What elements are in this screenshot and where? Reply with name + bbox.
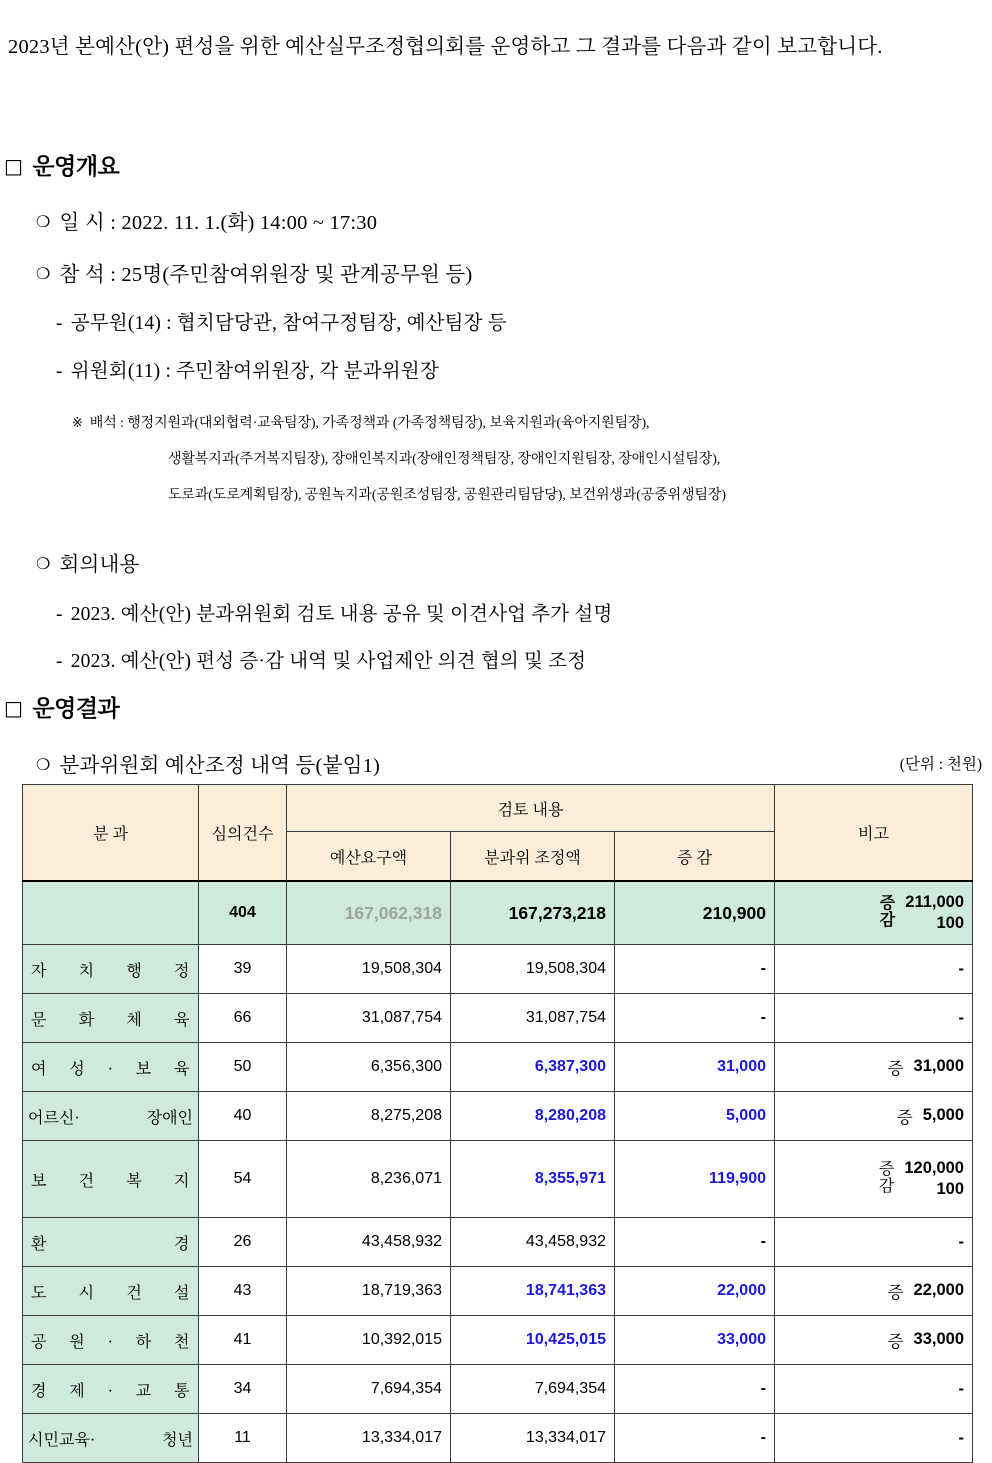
circle-bullet-icon: ❍: [36, 264, 51, 283]
total-remark-label-down: 감: [879, 912, 896, 929]
table-row: [23, 1092, 973, 1141]
row-division: 어르신· 장애인: [23, 1092, 199, 1141]
row-request: 18,719,363: [287, 1267, 451, 1316]
overview-item-agenda-title: 회의내용: [59, 554, 140, 576]
row-adjusted: 19,508,304: [451, 945, 615, 994]
total-adjusted: 167,273,218: [451, 881, 615, 945]
row-remark: [775, 1316, 973, 1365]
total-change: 210,900: [615, 881, 775, 945]
row-remark: [775, 1267, 973, 1316]
row-count: 26: [199, 1218, 287, 1267]
row-adjusted: 10,425,015: [451, 1316, 615, 1365]
row-division: 여 성 · 보 육: [23, 1043, 199, 1092]
row-adjusted: 31,087,754: [451, 994, 615, 1043]
row-request: 6,356,300: [287, 1043, 451, 1092]
table-row: [23, 1267, 973, 1316]
overview-note-line-3: [168, 484, 726, 504]
row-change: -: [615, 1218, 775, 1267]
table-total-row: [23, 881, 973, 945]
dash-bullet-icon: -: [56, 313, 63, 334]
table-row: [23, 1218, 973, 1267]
row-division: 자 치 행 정: [23, 945, 199, 994]
total-remark-value-down: 100: [936, 914, 964, 932]
row-remark-label-down: 감: [878, 1178, 895, 1195]
total-remark-value-up: 211,000: [905, 892, 964, 911]
row-count: 11: [199, 1414, 287, 1463]
result-item-title-text: 분과위원회 예산조정 내역 등(붙임1): [59, 755, 381, 777]
section-heading-result: [4, 690, 119, 723]
row-request: 8,236,071: [287, 1141, 451, 1218]
header-division: 분 과: [23, 785, 199, 882]
section-heading-overview: [4, 148, 119, 181]
overview-note-line-3-text: 도로과(도로계획팀장), 공원녹지과(공원조성팀장, 공원관리팀담당), 보건위생과(공중위생팀장): [168, 488, 726, 503]
row-remark-value: -: [958, 1428, 964, 1447]
section-title-overview: 운영개요: [32, 153, 120, 179]
intro-paragraph: 2023년 본예산(안) 편성을 위한 예산실무조정협의회를 운영하고 그 결과를 다음과 같이 보고합니다.: [8, 35, 883, 58]
row-remark-value: -: [958, 1379, 964, 1398]
agenda-line-2-text: 2023. 예산(안) 편성 증·감 내역 및 사업제안 의견 협의 및 조정: [70, 651, 587, 672]
overview-item-datetime-text: 일 시 : 2022. 11. 1.(화) 14:00 ~ 17:30: [59, 212, 378, 234]
agenda-line-1: [56, 598, 613, 626]
row-remark: [775, 994, 973, 1043]
row-request: 43,458,932: [287, 1218, 451, 1267]
header-count: 심의건수: [199, 785, 287, 882]
table-row: [23, 994, 973, 1043]
row-division: 보 건 복 지: [23, 1141, 199, 1218]
row-count: 40: [199, 1092, 287, 1141]
reference-mark-icon: ※: [72, 416, 83, 431]
row-remark-value-down: 100: [936, 1180, 964, 1198]
table-header: [23, 785, 973, 882]
row-change: 33,000: [615, 1316, 775, 1365]
row-remark-label: 증: [896, 1108, 913, 1127]
agenda-line-2: [56, 645, 586, 673]
row-remark-label: 증: [887, 1059, 904, 1078]
row-count: 34: [199, 1365, 287, 1414]
unit-label: (단위 : 천원): [899, 756, 982, 773]
square-bullet-icon: □: [4, 696, 23, 720]
row-request: 31,087,754: [287, 994, 451, 1043]
table-row: [23, 945, 973, 994]
row-remark-value: 5,000: [922, 1106, 964, 1125]
square-bullet-icon: □: [4, 154, 23, 178]
overview-subitem-officials: [56, 307, 507, 335]
row-adjusted: 7,694,354: [451, 1365, 615, 1414]
total-count: 404: [199, 881, 287, 945]
circle-bullet-icon: ❍: [36, 755, 51, 774]
row-count: 43: [199, 1267, 287, 1316]
row-division: 문 화 체 육: [23, 994, 199, 1043]
overview-note-line-1: [72, 412, 649, 432]
table-row: [23, 1043, 973, 1092]
dash-bullet-icon: -: [56, 604, 63, 625]
row-adjusted: 6,387,300: [451, 1043, 615, 1092]
row-request: 8,275,208: [287, 1092, 451, 1141]
header-review-group: 검토 내용: [287, 785, 775, 832]
row-remark-value: -: [958, 1008, 964, 1027]
total-division: [23, 881, 199, 945]
row-remark-value: -: [958, 1232, 964, 1251]
overview-subitem-committee-text: 위원회(11) : 주민참여위원장, 각 분과위원장: [70, 361, 439, 382]
row-request: 7,694,354: [287, 1365, 451, 1414]
row-count: 41: [199, 1316, 287, 1365]
table-row: [23, 1316, 973, 1365]
row-remark-value: 31,000: [913, 1057, 964, 1076]
header-remark: 비고: [775, 785, 973, 882]
row-remark-value: 22,000: [913, 1281, 964, 1300]
header-adjusted: 분과위 조정액: [451, 832, 615, 882]
overview-note-line-2-text: 생활복지과(주거복지팀장), 장애인복지과(장애인정책팀장, 장애인지원팀장, 장애인시설팀장),: [168, 452, 721, 467]
row-adjusted: 18,741,363: [451, 1267, 615, 1316]
total-remark-values: [905, 892, 964, 935]
row-remark: [775, 945, 973, 994]
overview-note-line-1-text: 배석 : 행정지원과(대외협력·교육팀장), 가족정책과 (가족정책팀장), 보육지원과(육아지원팀장),: [89, 416, 650, 431]
total-remark: [775, 881, 973, 945]
table-header-row-1: [23, 785, 973, 832]
row-division: 경 제 · 교 통: [23, 1365, 199, 1414]
row-request: 10,392,015: [287, 1316, 451, 1365]
row-adjusted: 8,355,971: [451, 1141, 615, 1218]
row-remark-labels: [879, 1162, 894, 1196]
row-change: 22,000: [615, 1267, 775, 1316]
row-adjusted: 8,280,208: [451, 1092, 615, 1141]
row-remark-value-up: 120,000: [904, 1158, 964, 1177]
row-change: -: [615, 945, 775, 994]
table-row: [23, 1365, 973, 1414]
row-adjusted: 43,458,932: [451, 1218, 615, 1267]
row-remark: [775, 1365, 973, 1414]
row-adjusted: 13,334,017: [451, 1414, 615, 1463]
row-remark-label: 증: [887, 1283, 904, 1302]
total-remark-labels: [880, 896, 895, 930]
section-title-result: 운영결과: [32, 695, 120, 721]
circle-bullet-icon: ❍: [36, 554, 51, 573]
row-request: 19,508,304: [287, 945, 451, 994]
row-change: 31,000: [615, 1043, 775, 1092]
total-remark-label-up: 증: [879, 895, 896, 913]
table-row: [23, 1414, 973, 1463]
dash-bullet-icon: -: [56, 361, 63, 382]
row-change: 119,900: [615, 1141, 775, 1218]
row-remark: [775, 1414, 973, 1463]
overview-item-attendance-text: 참 석 : 25명(주민참여위원장 및 관계공무원 등): [59, 264, 473, 286]
overview-subitem-officials-text: 공무원(14) : 협치담당관, 참여구정팀장, 예산팀장 등: [70, 313, 507, 334]
row-count: 50: [199, 1043, 287, 1092]
circle-bullet-icon: ❍: [36, 212, 51, 231]
header-request: 예산요구액: [287, 832, 451, 882]
row-remark-label-up: 증: [878, 1161, 895, 1179]
overview-item-attendance: [36, 257, 472, 287]
table-body: [23, 881, 973, 1463]
row-remark: [775, 1218, 973, 1267]
row-division: 공 원 · 하 천: [23, 1316, 199, 1365]
row-change: 5,000: [615, 1092, 775, 1141]
row-remark: [775, 1043, 973, 1092]
overview-note-line-2: [168, 448, 720, 468]
overview-subitem-committee: [56, 355, 439, 383]
row-division: 시민교육· 청년: [23, 1414, 199, 1463]
budget-adjustment-table: [22, 784, 973, 1463]
row-remark-value: -: [958, 959, 964, 978]
agenda-line-1-text: 2023. 예산(안) 분과위원회 검토 내용 공유 및 이견사업 추가 설명: [70, 604, 613, 625]
row-division: 환 경: [23, 1218, 199, 1267]
overview-item-agenda: [36, 547, 140, 577]
row-change: -: [615, 994, 775, 1043]
table-row: [23, 1141, 973, 1218]
row-count: 66: [199, 994, 287, 1043]
result-item-title: [36, 748, 380, 778]
dash-bullet-icon: -: [56, 651, 63, 672]
header-change: 증 감: [615, 832, 775, 882]
budget-table-wrapper: [22, 784, 972, 1463]
row-remark: [775, 1092, 973, 1141]
overview-item-datetime: [36, 205, 377, 235]
total-request: 167,062,318: [287, 881, 451, 945]
row-count: 39: [199, 945, 287, 994]
row-count: 54: [199, 1141, 287, 1218]
row-change: -: [615, 1365, 775, 1414]
row-request: 13,334,017: [287, 1414, 451, 1463]
row-remark-value: 33,000: [913, 1330, 964, 1349]
row-remark: [775, 1141, 973, 1218]
row-remark-label: 증: [887, 1332, 904, 1351]
row-change: -: [615, 1414, 775, 1463]
row-division: 도 시 건 설: [23, 1267, 199, 1316]
